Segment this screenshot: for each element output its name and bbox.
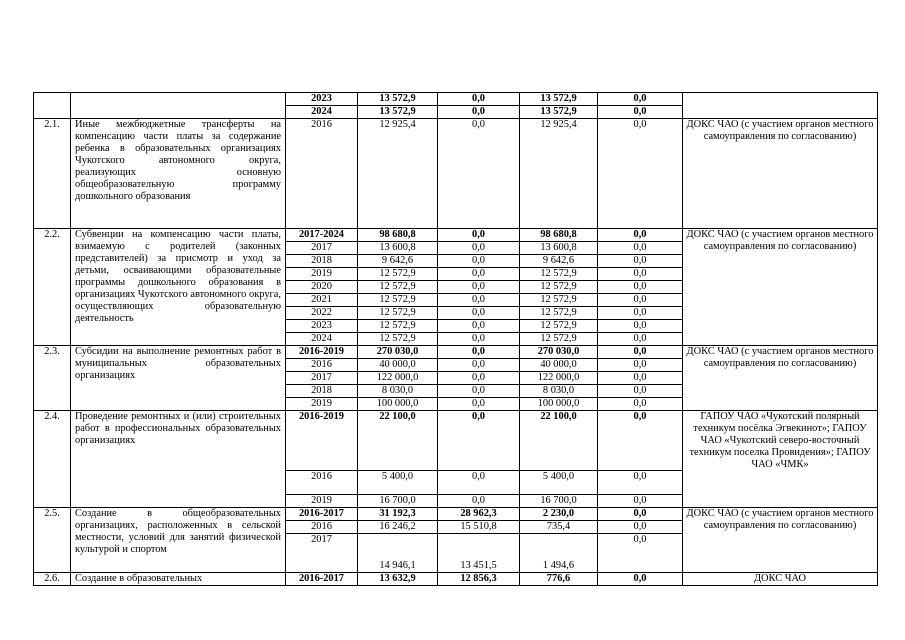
federal-cell: 0,0 [438, 106, 520, 119]
regional-cell: 1 494,6 [520, 534, 598, 573]
federal-cell: 13 451,5 [438, 534, 520, 573]
other-cell: 0,0 [598, 281, 683, 294]
regional-cell: 40 000,0 [520, 359, 598, 372]
table-row [34, 346, 878, 359]
responsible-executor: ДОКС ЧАО (с участием органов местного самоуправления по согласованию) [683, 346, 878, 411]
total-cell: 13 632,9 [358, 573, 438, 586]
other-cell: 0,0 [598, 471, 683, 495]
other-cell: 0,0 [598, 411, 683, 471]
row-number: 2.2. [34, 229, 71, 346]
table-row [34, 93, 878, 106]
federal-cell: 0,0 [438, 372, 520, 385]
other-cell: 0,0 [598, 242, 683, 255]
responsible-executor: ДОКС ЧАО (с участием органов местного самоуправления по согласованию) [683, 119, 878, 229]
responsible-executor: ДОКС ЧАО (с участием органов местного самоуправления по согласованию) [683, 229, 878, 346]
other-cell: 0,0 [598, 268, 683, 281]
other-cell: 0,0 [598, 495, 683, 508]
federal-cell: 0,0 [438, 119, 520, 229]
total-cell: 12 572,9 [358, 333, 438, 346]
year-cell: 2017-2024 [286, 229, 358, 242]
year-cell: 2019 [286, 268, 358, 281]
total-cell: 31 192,3 [358, 508, 438, 521]
regional-cell: 12 572,9 [520, 281, 598, 294]
year-cell: 2016-2017 [286, 573, 358, 586]
other-cell: 0,0 [598, 255, 683, 268]
table-body [34, 93, 878, 586]
year-cell: 2016-2019 [286, 411, 358, 471]
other-cell: 0,0 [598, 521, 683, 534]
year-cell: 2019 [286, 398, 358, 411]
table-row [34, 508, 878, 521]
other-cell: 0,0 [598, 346, 683, 359]
year-cell: 2023 [286, 320, 358, 333]
regional-cell: 13 600,8 [520, 242, 598, 255]
measure-description: Создание в образовательных [71, 573, 286, 586]
year-cell: 2018 [286, 385, 358, 398]
total-cell: 9 642,6 [358, 255, 438, 268]
total-cell: 270 030,0 [358, 346, 438, 359]
regional-cell: 735,4 [520, 521, 598, 534]
other-cell: 0,0 [598, 307, 683, 320]
regional-cell: 100 000,0 [520, 398, 598, 411]
total-cell: 16 700,0 [358, 495, 438, 508]
total-cell: 22 100,0 [358, 411, 438, 471]
year-cell: 2016-2019 [286, 346, 358, 359]
measure-description: Проведение ремонтных и (или) строительных работ в профессиональных образовательных организациях [71, 411, 286, 508]
regional-cell: 16 700,0 [520, 495, 598, 508]
regional-cell: 13 572,9 [520, 106, 598, 119]
total-cell: 12 572,9 [358, 307, 438, 320]
responsible-executor: ГАПОУ ЧАО «Чукотский полярный техникум посёлка Эгвекинот»; ГАПОУ ЧАО «Чукотский северо-восточный техникум поселка Провидения»; ГАПОУ ЧАО «ЧМК» [683, 411, 878, 508]
year-cell: 2021 [286, 294, 358, 307]
regional-cell: 12 925,4 [520, 119, 598, 229]
federal-cell: 15 510,8 [438, 521, 520, 534]
regional-cell: 12 572,9 [520, 320, 598, 333]
other-cell: 0,0 [598, 385, 683, 398]
regional-cell: 9 642,6 [520, 255, 598, 268]
year-cell: 2018 [286, 255, 358, 268]
measure-description [71, 93, 286, 119]
regional-cell: 12 572,9 [520, 294, 598, 307]
total-cell: 122 000,0 [358, 372, 438, 385]
year-cell: 2016 [286, 119, 358, 229]
other-cell: 0,0 [598, 333, 683, 346]
federal-cell: 0,0 [438, 411, 520, 471]
regional-cell: 2 230,0 [520, 508, 598, 521]
total-cell: 12 572,9 [358, 294, 438, 307]
year-cell: 2016 [286, 471, 358, 495]
year-cell: 2016-2017 [286, 508, 358, 521]
regional-cell: 776,6 [520, 573, 598, 586]
year-cell: 2019 [286, 495, 358, 508]
other-cell: 0,0 [598, 229, 683, 242]
federal-cell: 0,0 [438, 359, 520, 372]
federal-cell: 0,0 [438, 398, 520, 411]
regional-cell: 8 030,0 [520, 385, 598, 398]
year-cell: 2024 [286, 106, 358, 119]
year-cell: 2016 [286, 521, 358, 534]
row-number [34, 93, 71, 119]
other-cell: 0,0 [598, 508, 683, 521]
measure-description: Субвенции на компенсацию части платы, взимаемую с родителей (законных представителей) за присмотр и уход за детьми, осваивающими образовательные программы дошкольного образования в организациях Чукотского автономного округа, осуществляющих образовательную деятельность [71, 229, 286, 346]
regional-cell: 22 100,0 [520, 411, 598, 471]
federal-cell: 0,0 [438, 93, 520, 106]
responsible-executor [683, 93, 878, 119]
total-cell: 5 400,0 [358, 471, 438, 495]
federal-cell: 0,0 [438, 346, 520, 359]
federal-cell: 0,0 [438, 255, 520, 268]
program-table [33, 92, 878, 586]
table-row [34, 229, 878, 242]
other-cell: 0,0 [598, 294, 683, 307]
other-cell: 0,0 [598, 93, 683, 106]
row-number: 2.5. [34, 508, 71, 573]
federal-cell: 0,0 [438, 229, 520, 242]
other-cell: 0,0 [598, 106, 683, 119]
federal-cell: 12 856,3 [438, 573, 520, 586]
total-cell: 13 572,9 [358, 106, 438, 119]
other-cell: 0,0 [598, 398, 683, 411]
table-row [34, 411, 878, 471]
responsible-executor: ДОКС ЧАО [683, 573, 878, 586]
year-cell: 2016 [286, 359, 358, 372]
regional-cell: 5 400,0 [520, 471, 598, 495]
year-cell: 2023 [286, 93, 358, 106]
regional-cell: 12 572,9 [520, 307, 598, 320]
table-row [34, 119, 878, 229]
regional-cell: 13 572,9 [520, 93, 598, 106]
federal-cell: 0,0 [438, 471, 520, 495]
total-cell: 12 572,9 [358, 320, 438, 333]
total-cell: 14 946,1 [358, 534, 438, 573]
total-cell: 12 925,4 [358, 119, 438, 229]
table-row [34, 573, 878, 586]
other-cell: 0,0 [598, 359, 683, 372]
year-cell: 2017 [286, 372, 358, 385]
federal-cell: 28 962,3 [438, 508, 520, 521]
total-cell: 12 572,9 [358, 281, 438, 294]
federal-cell: 0,0 [438, 333, 520, 346]
other-cell: 0,0 [598, 119, 683, 229]
row-number: 2.6. [34, 573, 71, 586]
total-cell: 13 572,9 [358, 93, 438, 106]
regional-cell: 122 000,0 [520, 372, 598, 385]
regional-cell: 270 030,0 [520, 346, 598, 359]
federal-cell: 0,0 [438, 294, 520, 307]
federal-cell: 0,0 [438, 385, 520, 398]
year-cell: 2024 [286, 333, 358, 346]
responsible-executor: ДОКС ЧАО (с участием органов местного самоуправления по согласованию) [683, 508, 878, 573]
other-cell: 0,0 [598, 372, 683, 385]
other-cell: 0,0 [598, 320, 683, 333]
total-cell: 100 000,0 [358, 398, 438, 411]
regional-cell: 98 680,8 [520, 229, 598, 242]
measure-description: Создание в общеобразовательных организациях, расположенных в сельской местности, условий для занятий физической культурой и спортом [71, 508, 286, 573]
total-cell: 16 246,2 [358, 521, 438, 534]
row-number: 2.1. [34, 119, 71, 229]
total-cell: 98 680,8 [358, 229, 438, 242]
total-cell: 12 572,9 [358, 268, 438, 281]
year-cell: 2017 [286, 534, 358, 573]
federal-cell: 0,0 [438, 495, 520, 508]
regional-cell: 12 572,9 [520, 333, 598, 346]
federal-cell: 0,0 [438, 242, 520, 255]
row-number: 2.4. [34, 411, 71, 508]
year-cell: 2022 [286, 307, 358, 320]
total-cell: 40 000,0 [358, 359, 438, 372]
federal-cell: 0,0 [438, 268, 520, 281]
row-number: 2.3. [34, 346, 71, 411]
other-cell: 0,0 [598, 534, 683, 573]
measure-description: Иные межбюджетные трансферты на компенсацию части платы за содержание ребенка в образовательных организациях Чукотского автономного округа, реализующих основную общеобразовательную программу дошкольного образования [71, 119, 286, 229]
total-cell: 8 030,0 [358, 385, 438, 398]
total-cell: 13 600,8 [358, 242, 438, 255]
year-cell: 2017 [286, 242, 358, 255]
year-cell: 2020 [286, 281, 358, 294]
federal-cell: 0,0 [438, 307, 520, 320]
federal-cell: 0,0 [438, 281, 520, 294]
measure-description: Субсидии на выполнение ремонтных работ в муниципальных образовательных организациях [71, 346, 286, 411]
other-cell: 0,0 [598, 573, 683, 586]
regional-cell: 12 572,9 [520, 268, 598, 281]
federal-cell: 0,0 [438, 320, 520, 333]
